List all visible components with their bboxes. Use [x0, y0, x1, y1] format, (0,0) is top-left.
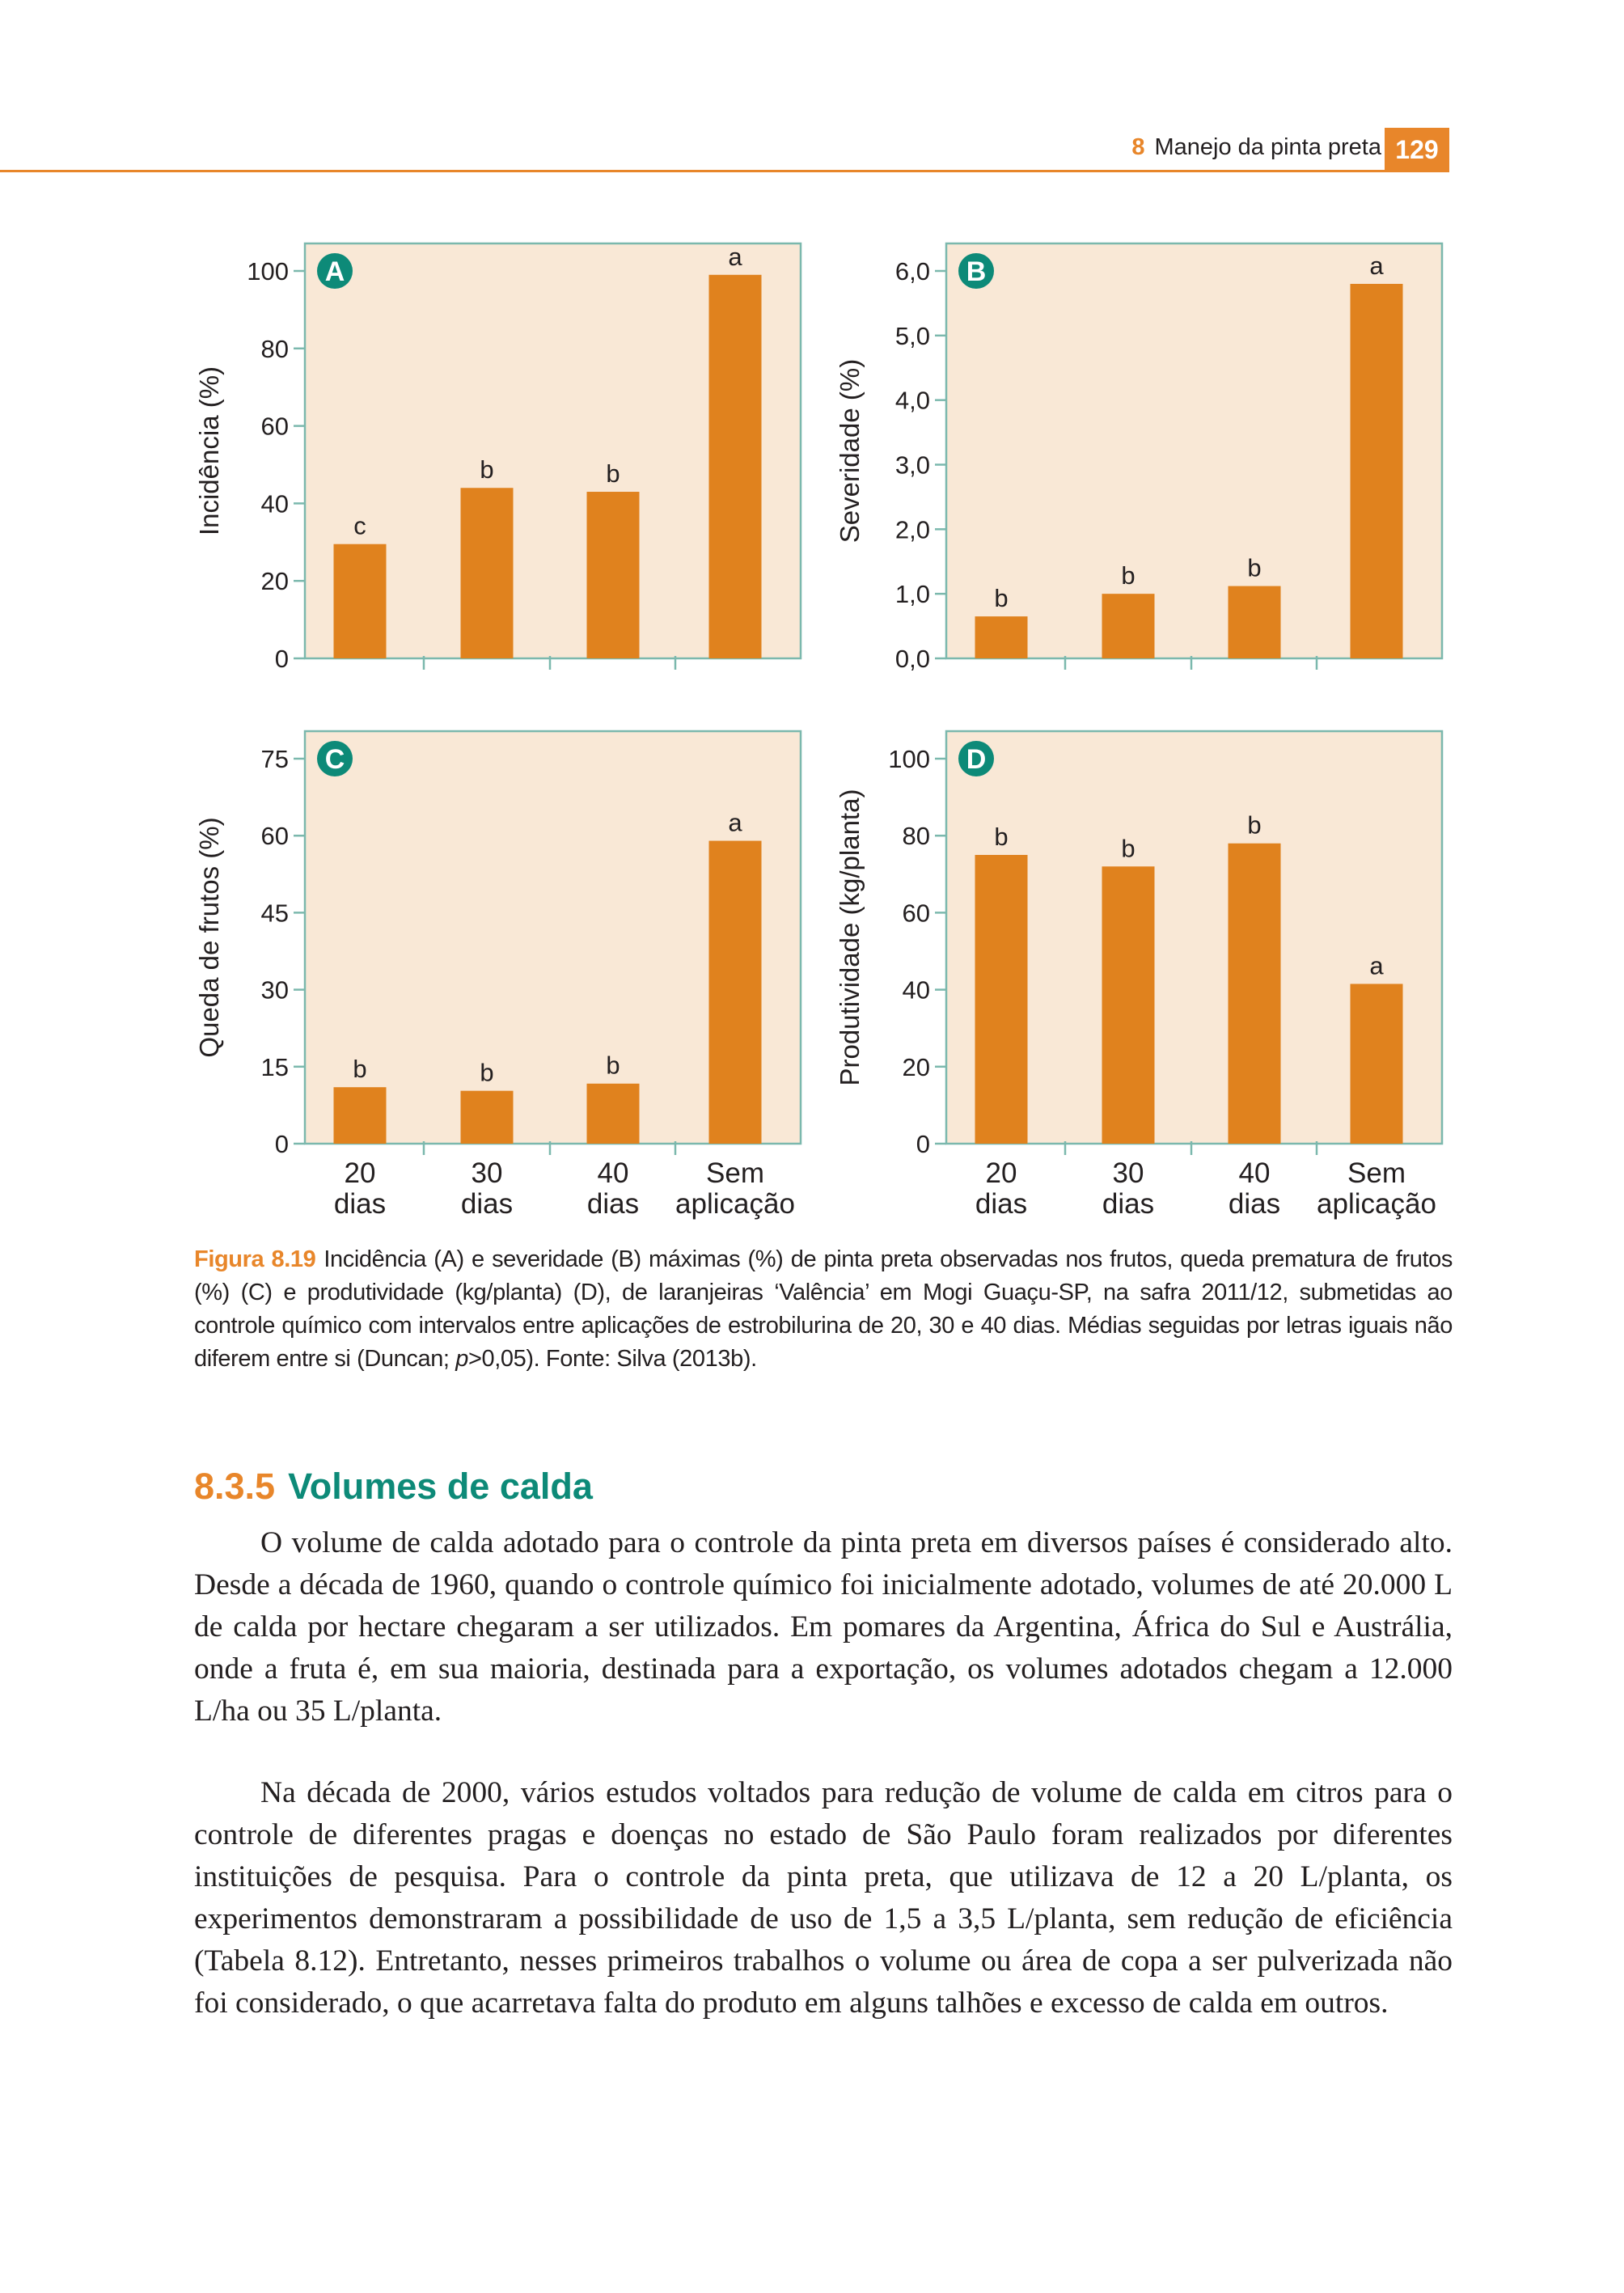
y-axis-label: Incidência (%)	[194, 366, 224, 536]
y-tick-label: 20	[260, 567, 289, 596]
chart-panel-c	[194, 731, 801, 1220]
panel-letter: A	[324, 256, 345, 287]
y-tick-label: 20	[902, 1052, 930, 1081]
y-tick-label: 3,0	[894, 451, 930, 480]
bar-letter-label: b	[480, 1058, 494, 1087]
bar	[1351, 984, 1403, 1144]
bar	[1351, 284, 1403, 658]
y-tick-label: 0,0	[894, 645, 930, 673]
bar	[709, 275, 762, 658]
bar-letter-label: b	[1247, 553, 1262, 582]
y-tick-label: 100	[888, 745, 930, 773]
y-tick-label: 1,0	[894, 580, 930, 609]
body-paragraph-2: Na década de 2000, vários estudos voltados para redução de volume de calda em citros para o controle de diferentes pragas e doenças no estado de São Paulo foram realizados por diferentes instituições de pesquisa. Para o controle da pinta preta, que utilizava de 12 a 20 L/planta, os experimentos demonstraram a possibilidade de uso de 1,5 a 3,5 L/planta, sem redução de eficiência (Tabela 8.12). Entretanto, nesses primeiros trabalhos o volume ou área de copa a ser pulverizada não foi considerado, o que acarretava falta do produto em alguns talhões e excesso de calda em outros.	[194, 1776, 1453, 2020]
x-category-label: dias	[1102, 1188, 1155, 1220]
bar-letter-label: b	[1121, 834, 1136, 863]
section-number: 8.3.5	[194, 1466, 276, 1507]
figure-label: Figura 8.19	[194, 1246, 316, 1272]
x-category-label: aplicação	[675, 1188, 795, 1220]
bar-letter-label: a	[1369, 951, 1384, 980]
y-tick-label: 60	[260, 822, 289, 851]
panel-letter: B	[966, 256, 987, 287]
bar	[461, 488, 514, 658]
y-tick-label: 4,0	[894, 386, 930, 415]
y-tick-label: 6,0	[894, 257, 930, 286]
bar-letter-label: b	[994, 823, 1009, 851]
y-axis-label: Produtividade (kg/planta)	[835, 789, 865, 1086]
section-heading	[194, 1466, 593, 1508]
bar-letter-label: b	[606, 459, 620, 489]
page-number: 129	[1385, 128, 1449, 171]
caption-text: Incidência (A) e severidade (B) máximas (%) de pinta preta observadas nos frutos, queda prematura de frutos (%) (C) e produtividade (kg/planta) (D), de laranjeiras ‘Valência’ em Mogi Guaçu-SP, na safra 2011/12, submetidas ao controle químico com intervalos entre aplicações de estrobilurina de 20, 30 e 40 dias. Médias seguidas por letras iguais não diferem entre si (Duncan;	[194, 1246, 1453, 1372]
x-category-label: Sem	[706, 1157, 764, 1189]
y-tick-label: 30	[260, 975, 289, 1005]
y-tick-label: 45	[260, 899, 289, 928]
y-tick-label: 0	[274, 1130, 289, 1158]
bar	[1229, 844, 1281, 1144]
y-tick-label: 60	[902, 899, 930, 928]
bar-letter-label: c	[353, 511, 366, 540]
y-tick-label: 60	[260, 412, 289, 441]
bar-letter-label: b	[480, 455, 494, 484]
x-category-label: dias	[460, 1188, 514, 1220]
y-tick-label: 40	[260, 489, 289, 518]
chapter-title: Manejo da pinta preta	[1154, 134, 1381, 160]
y-tick-label: 80	[902, 822, 930, 851]
y-tick-label: 80	[260, 334, 289, 363]
bar-letter-label: b	[353, 1055, 367, 1084]
y-axis-label: Queda de frutos (%)	[194, 817, 224, 1058]
y-tick-label: 75	[260, 745, 289, 773]
y-axis-label: Severidade (%)	[835, 358, 865, 544]
y-tick-label: 0	[916, 1130, 930, 1158]
bar	[975, 616, 1028, 658]
body-paragraph-1: O volume de calda adotado para o controle da pinta preta em diversos países é considerado alto. Desde a década de 1960, quando o controle químico foi inicialmente adotado, volumes de até 20.000 L de calda por hectare chegaram a ser utilizados. Em pomares da Argentina, África do Sul e Austrália, onde a fruta é, em sua maioria, destinada para a exportação, os volumes adotados chegam a 12.000 L/ha ou 35 L/planta.	[194, 1526, 1453, 1728]
bar-letter-label: b	[1121, 561, 1136, 590]
figure-caption	[194, 1243, 1453, 1376]
chart-panel-d	[835, 731, 1442, 1220]
bar	[334, 544, 387, 658]
x-category-label: 20	[985, 1157, 1017, 1189]
chapter-number: 8	[1131, 134, 1145, 160]
y-tick-label: 0	[274, 645, 289, 673]
x-category-label: Sem	[1347, 1157, 1406, 1189]
caption-p-symbol: p	[455, 1346, 468, 1372]
x-category-label: dias	[586, 1188, 640, 1220]
bar	[1102, 594, 1155, 658]
y-tick-label: 2,0	[894, 515, 930, 544]
x-category-label: 20	[344, 1157, 376, 1189]
panel-letter: C	[324, 744, 345, 775]
y-tick-label: 40	[902, 975, 930, 1005]
bar-letter-label: a	[728, 808, 742, 837]
bar	[975, 855, 1028, 1144]
x-category-label: aplicação	[1317, 1188, 1436, 1220]
bar	[587, 492, 640, 658]
x-category-label: 40	[597, 1157, 629, 1189]
section-title: Volumes de calda	[288, 1466, 593, 1507]
y-tick-label: 100	[247, 257, 289, 286]
bar-letter-label: b	[1247, 810, 1262, 840]
bar	[461, 1091, 514, 1144]
y-tick-label: 15	[260, 1052, 289, 1081]
caption-text-end: >0,05). Fonte: Silva (2013b).	[467, 1346, 757, 1372]
x-category-label: dias	[975, 1188, 1028, 1220]
chart-panel-a	[194, 243, 801, 673]
bar	[709, 841, 762, 1144]
bar-letter-label: b	[606, 1051, 620, 1080]
bar	[1102, 866, 1155, 1144]
x-category-label: 30	[471, 1157, 503, 1189]
bar-letter-label: a	[1369, 251, 1384, 280]
bar	[334, 1087, 387, 1144]
bar-letter-label: b	[994, 584, 1009, 613]
y-tick-label: 5,0	[894, 321, 930, 350]
bar	[587, 1084, 640, 1144]
bar	[1229, 586, 1281, 658]
x-category-label: dias	[1228, 1188, 1281, 1220]
x-category-label: 40	[1238, 1157, 1271, 1189]
x-category-label: 30	[1112, 1157, 1144, 1189]
chart-panel-b	[835, 243, 1442, 673]
x-category-label: dias	[333, 1188, 387, 1220]
bar-letter-label: a	[728, 242, 742, 271]
panel-letter: D	[966, 744, 987, 775]
